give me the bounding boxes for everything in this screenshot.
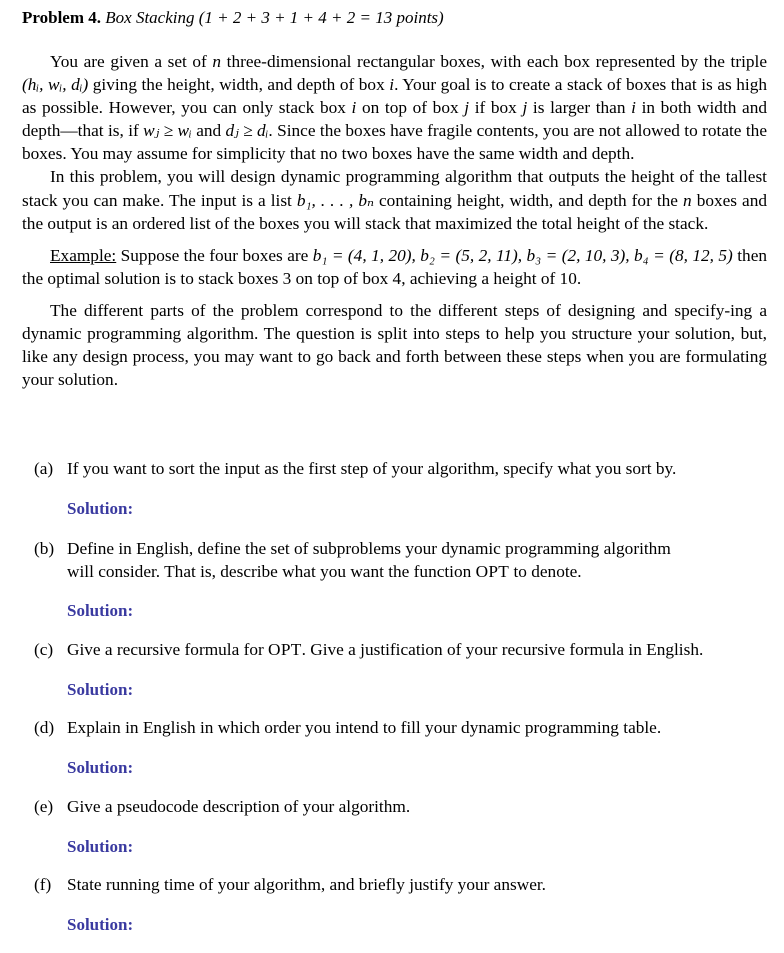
part-label: (a) bbox=[34, 459, 54, 478]
problem-body bbox=[22, 6, 767, 391]
design-paragraph: In this problem, you will design dynamic programming algorithm that outputs the height of the tallest stack you can make. The input is a list b₁, . . . , bₙ containing height, width, and depth for the n boxes and the output is an ordered list of the boxes you will stack that maximized the total height of the stack. bbox=[22, 167, 767, 233]
solution-label-d: Solution: bbox=[67, 758, 134, 777]
solution-label-c: Solution: bbox=[67, 680, 134, 699]
part-label: (e) bbox=[34, 797, 54, 816]
problem-heading bbox=[22, 6, 767, 29]
solution-label-e: Solution: bbox=[67, 837, 134, 856]
part-text: Define in English, define the set of subproblems your dynamic programming algorithm will consider. That is, describe what you want the function OPT to denote. bbox=[67, 539, 671, 582]
part-label: (b) bbox=[34, 539, 55, 558]
part-text: State running time of your algorithm, and briefly justify your answer. bbox=[67, 875, 546, 894]
solution-label-b: Solution: bbox=[67, 601, 134, 620]
problem-label: Problem 4. bbox=[22, 8, 102, 27]
part-text: Give a pseudocode description of your algorithm. bbox=[67, 797, 411, 816]
intro-paragraph: You are given a set of n three-dimensional rectangular boxes, with each box represented by the triple (hᵢ, wᵢ, dᵢ) giving the height, width, and depth of box i. Your goal is to create a stack of boxes that is as high as possible. However, you can only stack box i on top of box j if box j is larger than i in both width and depth—that is, if wⱼ ≥ wᵢ and dⱼ ≥ dᵢ. Since the boxes have fragile contents, you are not allowed to rotate the boxes. You may assume for simplicity that no two boxes have the same width and depth. bbox=[22, 52, 767, 164]
problem-title: Box Stacking (1 + 2 + 3 + 1 + 4 + 2 = 13 points) bbox=[105, 8, 444, 27]
example-paragraph: Example: Suppose the four boxes are b₁ = (4, 1, 20), b₂ = (5, 2, 11), b₃ = (2, 10, 3), b₄ = (8, 12, 5) then the optimal solution is to stack boxes 3 on top of box 4, achieving a height of 10. bbox=[22, 245, 768, 288]
part-label: (c) bbox=[34, 640, 54, 659]
part-text: If you want to sort the input as the first step of your algorithm, specify what you sort by. bbox=[67, 459, 677, 478]
example-label: Example: bbox=[50, 245, 117, 265]
part-label: (f) bbox=[34, 875, 52, 894]
part-label: (d) bbox=[34, 718, 55, 737]
steps-paragraph: The different parts of the problem correspond to the different steps of designing and specify-ing a dynamic programming algorithm. The question is split into steps to help you structure your solution, but, like any design process, you may want to go back and forth between these steps when you are formulating your solution. bbox=[22, 300, 767, 390]
part-text: Give a recursive formula for OPT. Give a justification of your recursive formula in English. bbox=[67, 640, 704, 659]
solution-label-f: Solution: bbox=[67, 915, 134, 934]
solution-label-a: Solution: bbox=[67, 499, 134, 518]
part-text: Explain in English in which order you intend to fill your dynamic programming table. bbox=[67, 718, 662, 737]
